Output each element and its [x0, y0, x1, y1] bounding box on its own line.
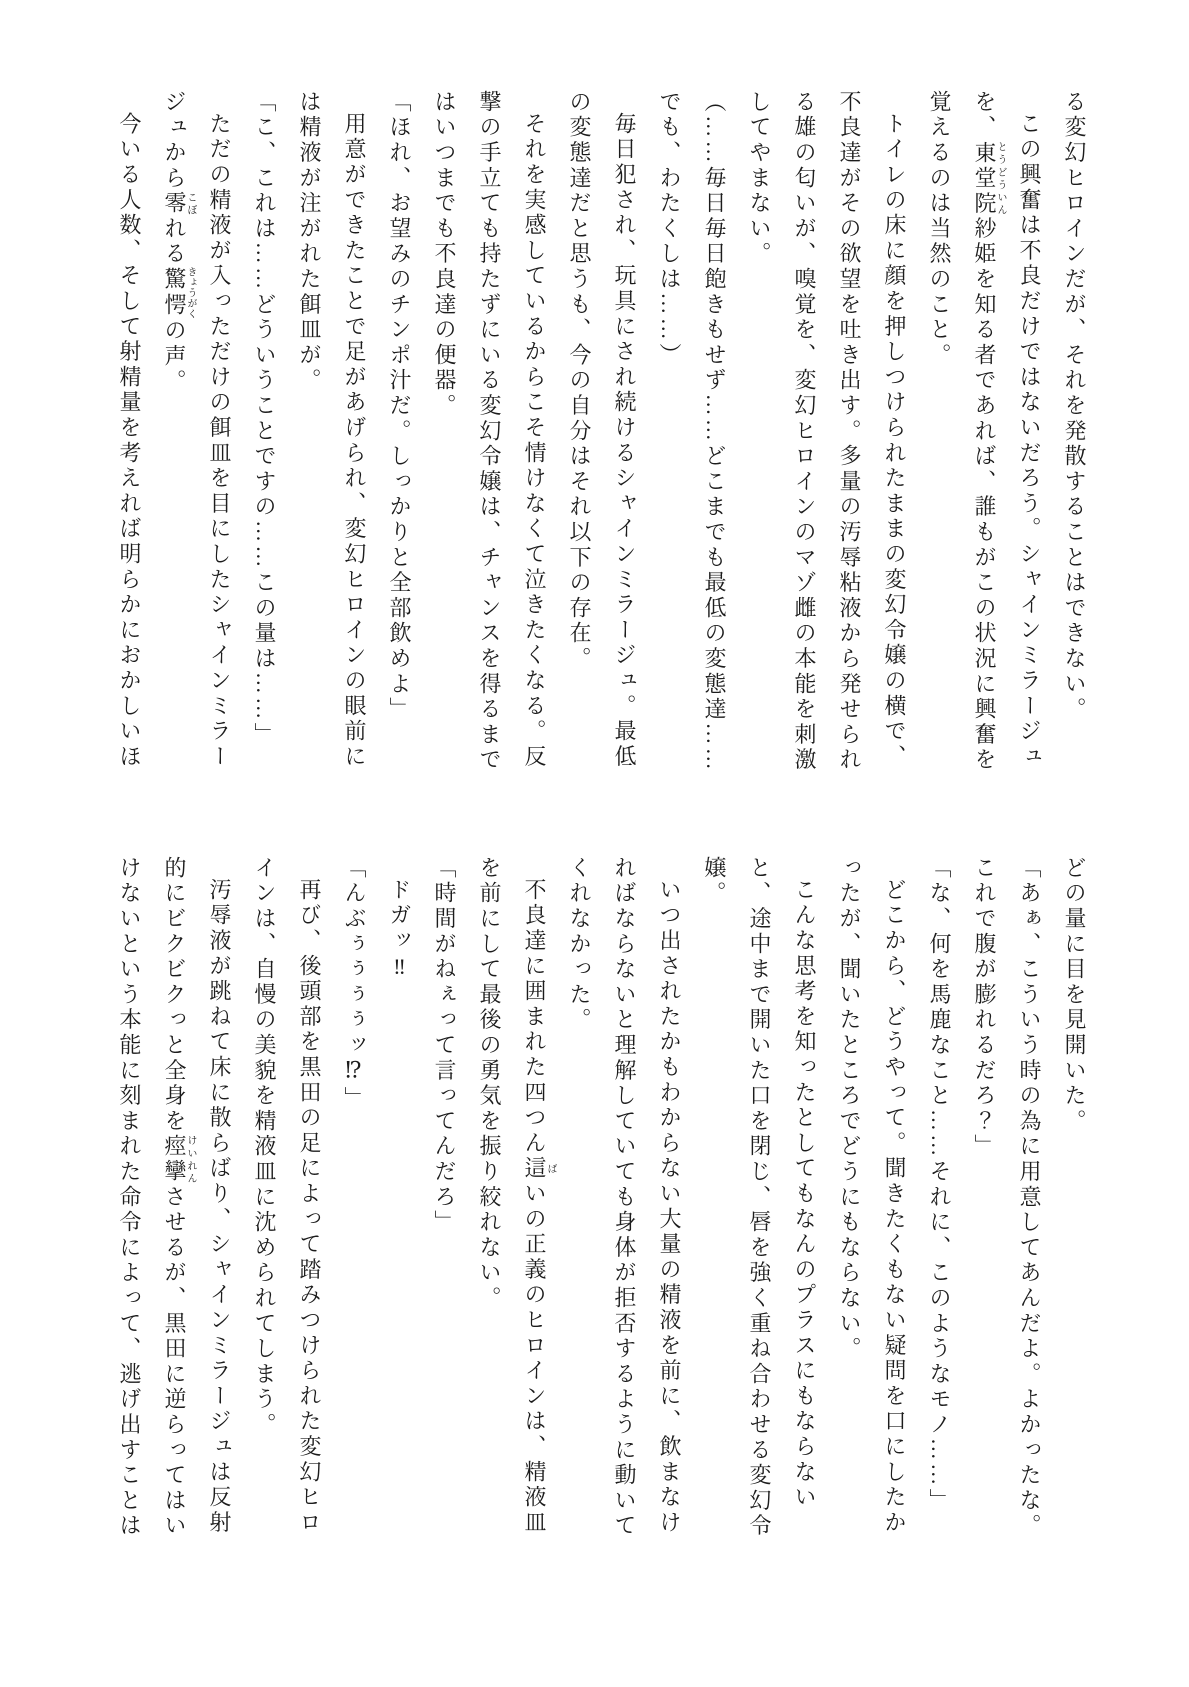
furigana: けいれん	[185, 1134, 196, 1185]
paragraph: 汚辱液が跳ねて床に散らばり、シャインミラージュは反射的にビクビクっと全身を痙攣けいれんさせるが、黒田に逆らってはいけないという本能に刻まれた命令によって、逃げ出すことは	[117, 856, 232, 1540]
paragraph: る変幻ヒロインだが、それを発散することはできない。	[1062, 90, 1087, 723]
text-block-top	[107, 90, 1097, 782]
furigana: ば	[545, 1156, 556, 1182]
furigana: こぼ	[185, 191, 196, 217]
paragraph: 「ほれ、お望みのチンポ汁だ。しっかりと全部飲めよ」	[387, 90, 412, 723]
paragraph: 不良達に囲まれた四つん這ばいの正義のヒロインは、精液皿を前にして最後の勇気を振り絞れない。	[477, 856, 556, 1536]
paragraph: 「んぶぅぅぅぅッ⁉」	[342, 856, 367, 1112]
paragraph: どの量に目を見開いた。	[1062, 856, 1087, 1135]
paragraph: 毎日犯され、玩具にされ続けるシャインミラージュ。最低の変態達だと思うも、今の自分はそれ以下の存在。	[567, 90, 637, 770]
text-block-bottom	[107, 856, 1097, 1552]
paragraph: ドガッ‼	[387, 878, 412, 983]
paragraph: いつ出されたかもわからない大量の精液を前に、飲まなければならないと理解していても身体が拒否するように動いてくれなかった。	[567, 856, 682, 1540]
paragraph: 「あぁ、こういう時の為に用意してあんだよ。よかったな。これで腹が膨れるだろ？」	[972, 856, 1042, 1540]
paragraph: この興奮は不良だけではないだろう。シャインミラージュを、東堂院とうどういん紗姫を知る者であれば、誰もがこの状況に興奮を覚えるのは当然のこと。	[927, 90, 1042, 774]
paragraph: ただの精液が入っただけの餌皿を目にしたシャインミラージュから零こぼれる驚愕きょうがくの声。	[162, 90, 232, 770]
paragraph: 再び、後頭部を黒田の足によって踏みつけられた変幻ヒロインは、自慢の美貌を精液皿に沈められてしまう。	[252, 856, 322, 1536]
paragraph: 今いる人数、そして射精量を考えれば明らかにおかしいほ	[117, 112, 142, 770]
ruby-annotated-word: 這ば	[522, 1156, 556, 1182]
paragraph: どこから、どうやって。聞きたくもない疑問を口にしたかったが、聞いたところでどうにもならない。	[837, 856, 907, 1536]
paragraph: 「こ、これは……どういうことですの……この量は……」	[252, 90, 277, 748]
paragraph: （……毎日毎日飽きもせず……どこまでも最低の変態達……でも、わたくしは……）	[657, 90, 727, 774]
paragraph: それを実感しているからこそ情けなくて泣きたくなる。反撃の手立ても持たずにいる変幻令嬢は、チャンスを得るまではいつまでも不良達の便器。	[432, 90, 547, 774]
paragraph: トイレの床に顔を押しつけられたままの変幻令嬢の横で、不良達がその欲望を吐き出す。多量の汚辱粘液から発せられる雄の匂いが、嗅覚を、変幻ヒロインのマゾ雌の本能を刺激してやまない。	[747, 90, 907, 774]
paragraph: 「時間がねぇって言ってんだろ」	[432, 856, 457, 1236]
ruby-annotated-word: 驚愕きょうがく	[162, 266, 196, 320]
furigana: きょうがく	[185, 266, 196, 320]
furigana: とうどういん	[995, 140, 1006, 217]
ruby-annotated-word: 痙攣けいれん	[162, 1134, 196, 1185]
ruby-annotated-word: 零こぼ	[162, 191, 196, 217]
paragraph: 用意ができたことで足があげられ、変幻ヒロインの眼前には精液が注がれた餌皿が。	[297, 90, 367, 770]
ruby-annotated-word: 東堂院とうどういん	[972, 140, 1006, 217]
paragraph: こんな思考を知ったとしてもなんのプラスにもならないと、途中まで開いた口を閉じ、唇を強く重ね合わせる変幻令嬢。	[702, 856, 817, 1540]
paragraph: 「な、何を馬鹿なこと……それに、このようなモノ……」	[927, 856, 952, 1514]
